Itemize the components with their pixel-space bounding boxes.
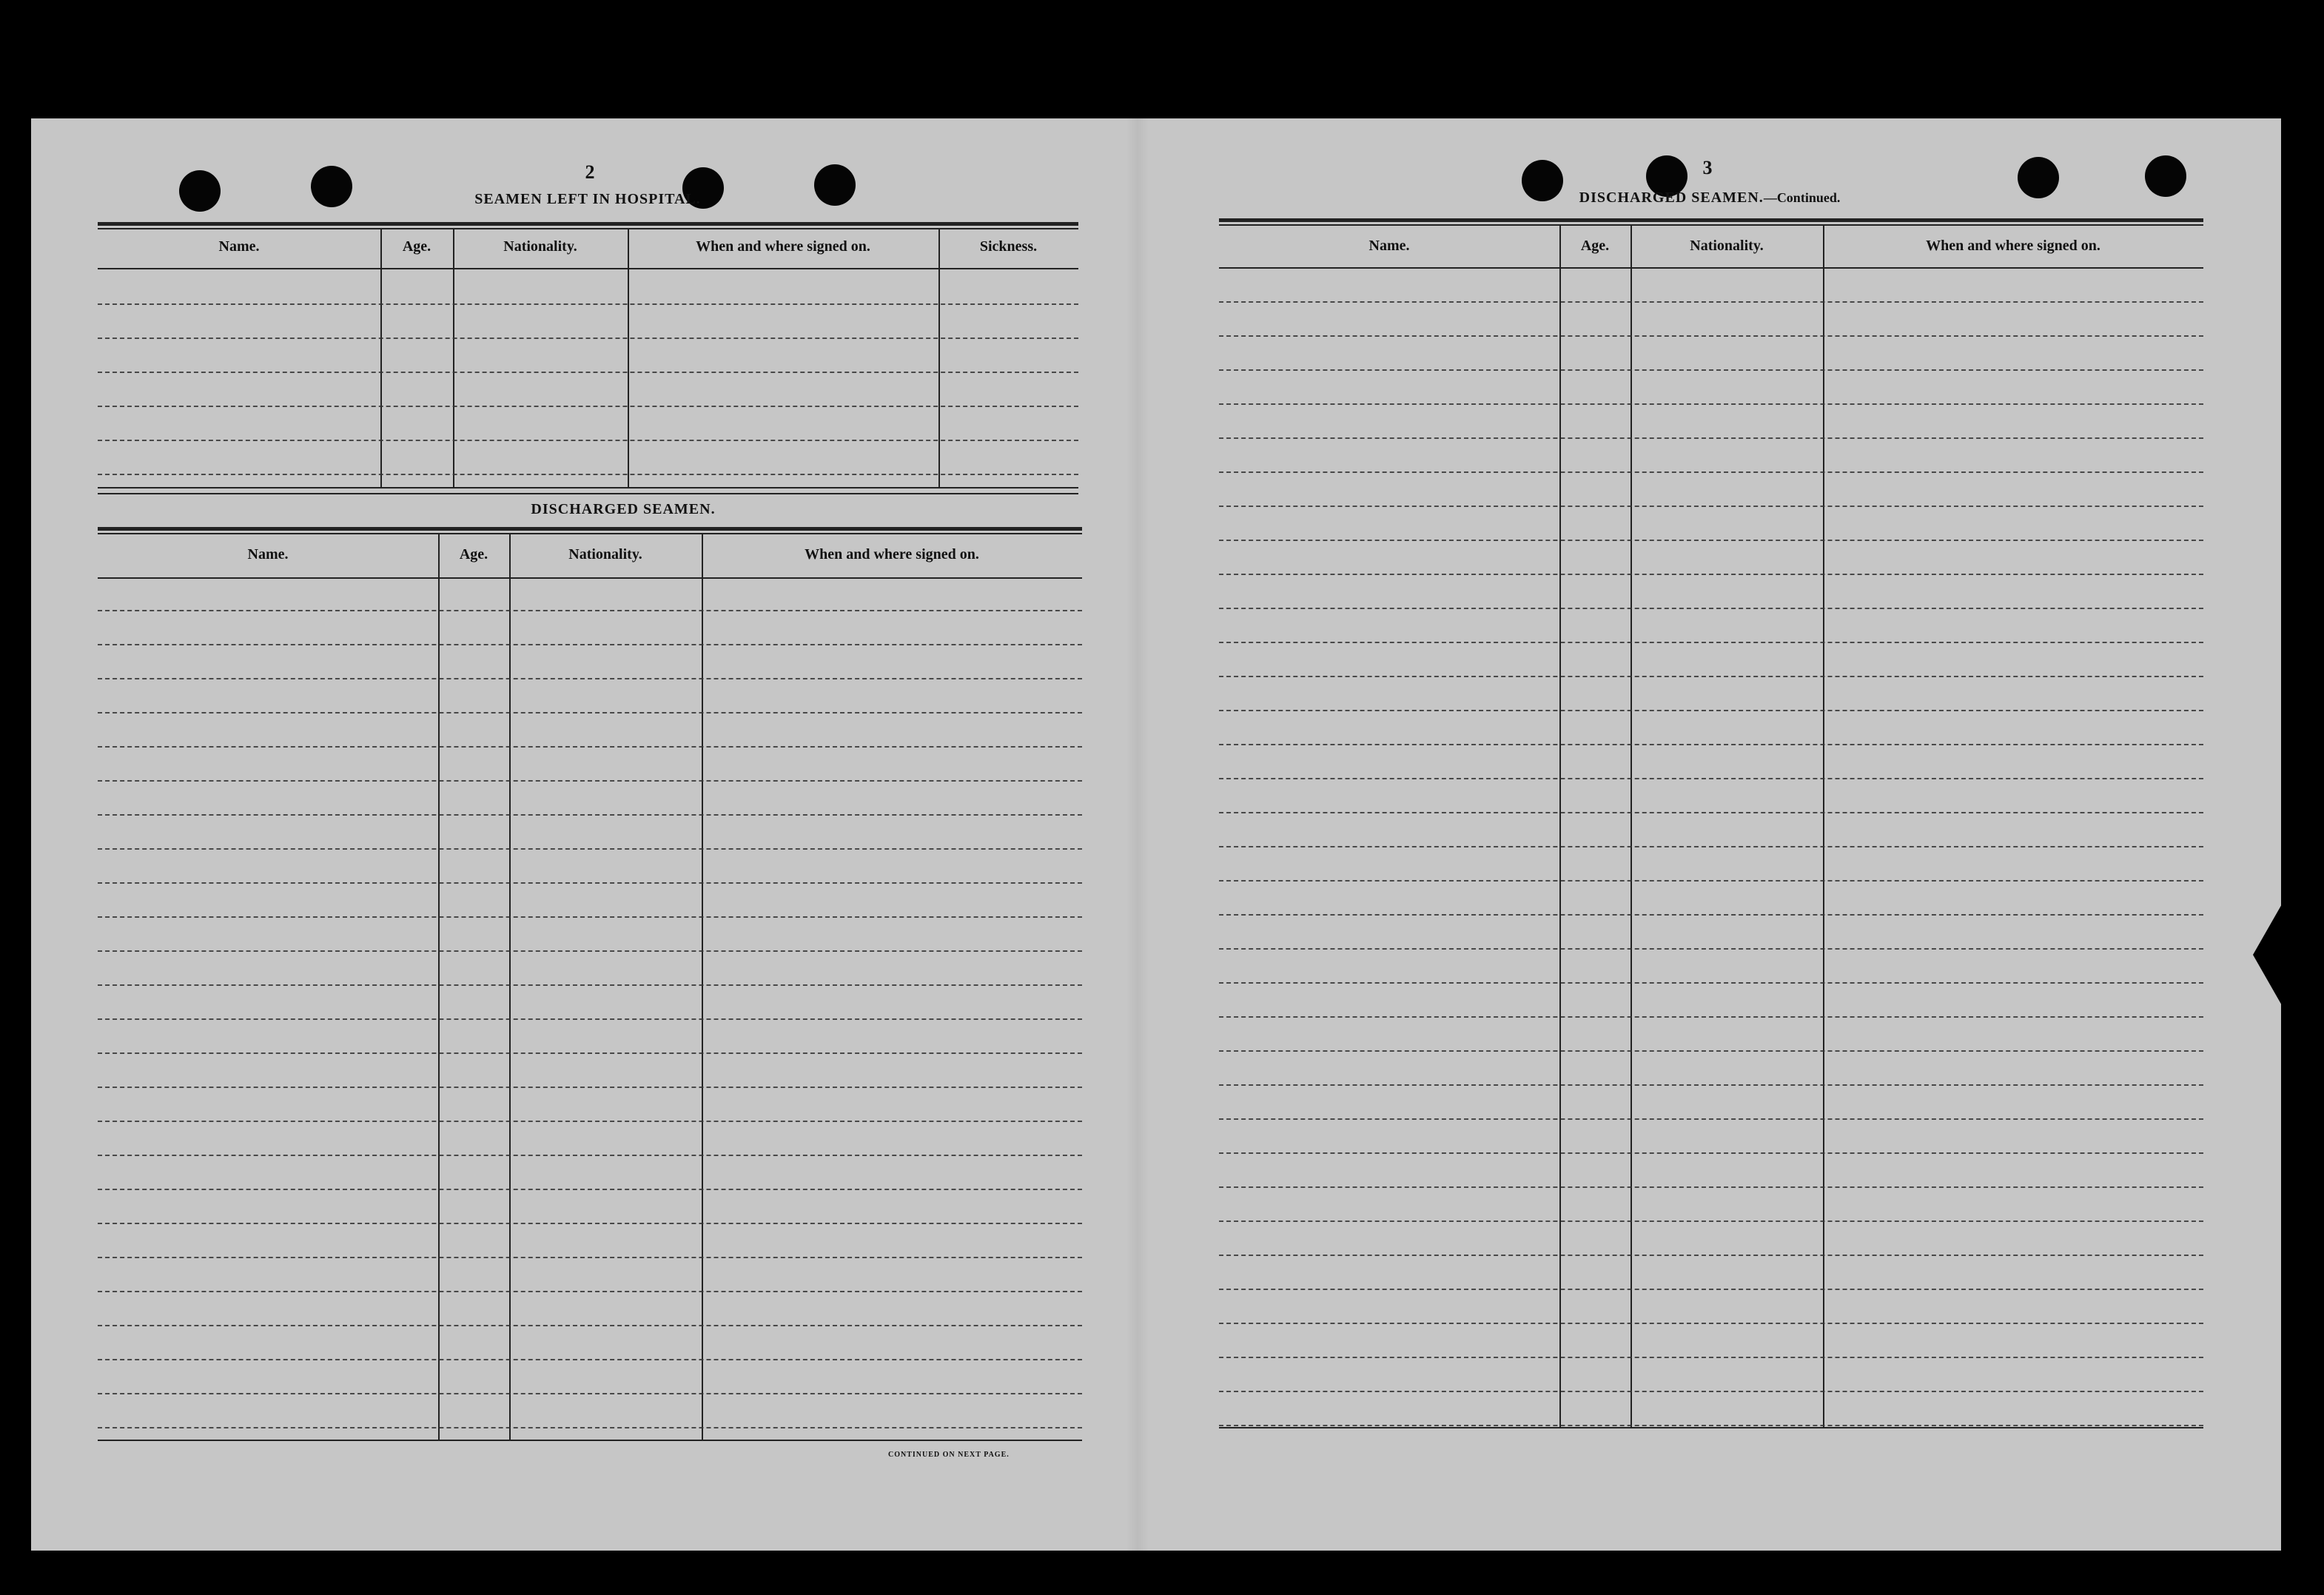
row-dash-line: [98, 1189, 1082, 1190]
col-header-nationality: Nationality.: [1690, 238, 1764, 254]
row-dash-line: [1219, 812, 2203, 813]
row-dash-line: [98, 303, 1078, 305]
row-dash-line: [1219, 1118, 2203, 1120]
continued-footer: CONTINUED ON NEXT PAGE.: [888, 1451, 1010, 1459]
row-dash-line: [98, 610, 1082, 611]
row-dash-line: [98, 372, 1078, 373]
row-dash-line: [98, 644, 1082, 645]
row-dash-line: [1219, 1255, 2203, 1256]
column-divider: [380, 228, 382, 487]
row-dash-line: [1219, 1357, 2203, 1358]
column-divider: [509, 533, 511, 1440]
row-dash-line: [1219, 1220, 2203, 1222]
row-dash-line: [1219, 1084, 2203, 1086]
row-dash-line: [98, 712, 1082, 713]
col-header-signed-on: When and where signed on.: [696, 238, 870, 255]
row-dash-line: [98, 814, 1082, 816]
hospital-section-title: SEAMEN LEFT IN HOSPITAL.: [474, 191, 701, 207]
table-rule: [98, 527, 1082, 531]
punch-hole: [2145, 155, 2186, 197]
col-header-nationality: Nationality.: [568, 546, 642, 563]
heading-continued: —Continued.: [1763, 190, 1841, 205]
col-header-name: Name.: [218, 238, 260, 255]
col-header-name: Name.: [247, 546, 289, 563]
row-dash-line: [1219, 1391, 2203, 1392]
row-dash-line: [98, 848, 1082, 850]
row-dash-line: [1219, 506, 2203, 507]
col-header-age: Age.: [402, 238, 431, 255]
row-dash-line: [98, 1155, 1082, 1156]
row-dash-line: [98, 678, 1082, 679]
row-dash-line: [1219, 676, 2203, 677]
row-dash-line: [1219, 1425, 2203, 1426]
hospital-table: [98, 222, 1078, 497]
row-dash-line: [98, 1121, 1082, 1122]
row-dash-line: [1219, 914, 2203, 916]
row-dash-line: [1219, 778, 2203, 779]
row-dash-line: [98, 1052, 1082, 1054]
row-dash-line: [1219, 574, 2203, 575]
page-number-right: 3: [1702, 157, 1713, 178]
column-divider: [938, 228, 940, 487]
row-dash-line: [1219, 437, 2203, 439]
table-rule: [1219, 224, 2203, 226]
row-dash-line: [1219, 369, 2203, 371]
table-rule: [1219, 218, 2203, 222]
row-dash-line: [98, 1291, 1082, 1292]
row-dash-line: [98, 984, 1082, 986]
row-dash-line: [98, 406, 1078, 407]
page-notch: [2253, 903, 2283, 1007]
col-header-signed-on: When and where signed on.: [805, 546, 979, 563]
col-header-name: Name.: [1368, 238, 1410, 254]
punch-hole: [814, 164, 856, 206]
row-dash-line: [98, 1325, 1082, 1326]
row-dash-line: [1219, 710, 2203, 711]
row-dash-line: [98, 1223, 1082, 1224]
row-dash-line: [1219, 982, 2203, 984]
table-rule: [1219, 1427, 2203, 1428]
header-rule: [98, 577, 1082, 579]
column-divider: [453, 228, 454, 487]
discharged-table-left: [98, 527, 1082, 1445]
punch-hole: [311, 166, 352, 207]
row-dash-line: [98, 780, 1082, 782]
row-dash-line: [98, 440, 1078, 441]
row-dash-line: [1219, 948, 2203, 950]
row-dash-line: [1219, 846, 2203, 847]
column-divider: [628, 228, 629, 487]
row-dash-line: [98, 746, 1082, 748]
row-dash-line: [98, 916, 1082, 918]
row-dash-line: [1219, 880, 2203, 882]
col-header-age: Age.: [459, 546, 488, 563]
row-dash-line: [1219, 403, 2203, 405]
punch-hole: [179, 170, 221, 212]
row-dash-line: [1219, 301, 2203, 303]
table-rule: [98, 228, 1078, 229]
col-header-signed-on: When and where signed on.: [1926, 238, 2100, 254]
row-dash-line: [98, 474, 1078, 475]
row-dash-line: [1219, 1152, 2203, 1154]
row-dash-line: [1219, 1323, 2203, 1324]
center-fold: [1126, 118, 1149, 1551]
col-header-sickness: Sickness.: [979, 238, 1038, 255]
row-dash-line: [1219, 471, 2203, 473]
document-sheet: [31, 118, 2281, 1551]
discharged-continued-title: [1510, 189, 1910, 206]
discharged-table-right: [1219, 218, 2203, 1447]
row-dash-line: [98, 1018, 1082, 1020]
column-divider: [438, 533, 440, 1440]
col-header-nationality: Nationality.: [503, 238, 577, 255]
row-dash-line: [1219, 642, 2203, 643]
column-divider: [702, 533, 703, 1440]
row-dash-line: [1219, 540, 2203, 541]
row-dash-line: [98, 882, 1082, 884]
row-dash-line: [1219, 608, 2203, 609]
row-dash-line: [1219, 1289, 2203, 1290]
row-dash-line: [1219, 335, 2203, 337]
punch-hole: [2018, 157, 2059, 198]
row-dash-line: [1219, 1016, 2203, 1018]
row-dash-line: [1219, 1050, 2203, 1052]
row-dash-line: [98, 1393, 1082, 1394]
row-dash-line: [98, 1257, 1082, 1258]
table-rule: [98, 222, 1078, 226]
page-number-left: 2: [585, 161, 595, 183]
col-header-age: Age.: [1580, 238, 1610, 254]
table-rule: [98, 487, 1078, 488]
table-rule: [98, 493, 1078, 494]
row-dash-line: [98, 1359, 1082, 1360]
row-dash-line: [1219, 1186, 2203, 1188]
row-dash-line: [1219, 744, 2203, 745]
row-dash-line: [98, 1427, 1082, 1428]
discharged-section-title: DISCHARGED SEAMEN.: [531, 501, 716, 517]
header-rule: [98, 268, 1078, 269]
header-rule: [1219, 267, 2203, 269]
row-dash-line: [98, 1087, 1082, 1088]
table-rule: [98, 1440, 1082, 1441]
row-dash-line: [98, 950, 1082, 952]
row-dash-line: [98, 338, 1078, 339]
heading-text: DISCHARGED SEAMEN.: [1579, 189, 1764, 206]
table-rule: [98, 533, 1082, 534]
